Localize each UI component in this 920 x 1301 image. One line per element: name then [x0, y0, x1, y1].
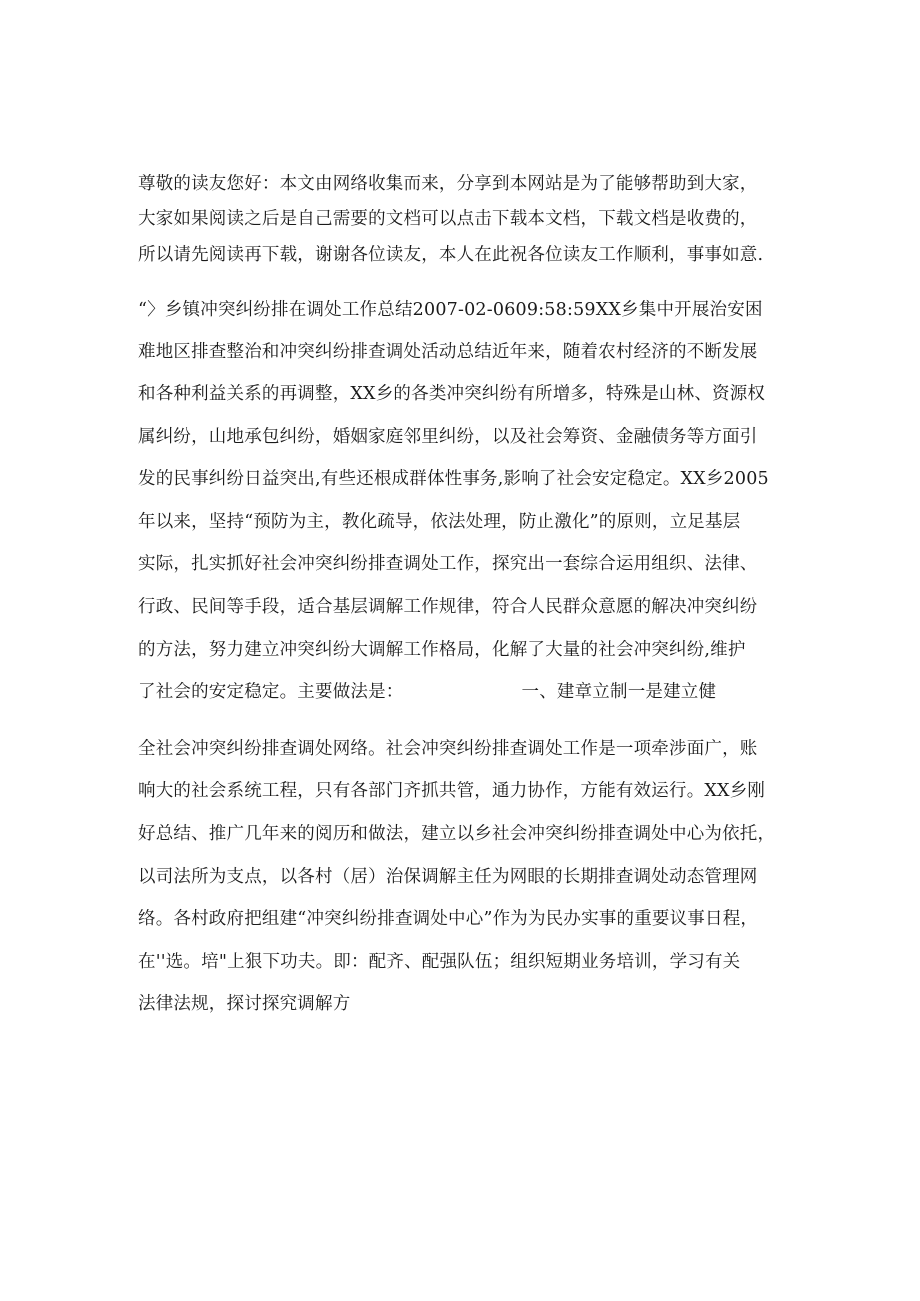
- intro-line-3: 所以请先阅读再下载，谢谢各位读友，本人在此祝各位读友工作顺利，事事如意.: [138, 245, 764, 265]
- body-line-4: 属纠纷，山地承包纠纷，婚姻家庭邻里纠纷，以及社会筹资、金融债务等方面引: [138, 427, 758, 447]
- intro-line-1: 尊敬的读友您好：本文由网络收集而来，分享到本网站是为了能够帮助到大家，: [138, 174, 758, 194]
- body2-line-4: 以司法所为支点，以各村（居）治保调解主任为网眼的长期排查调处动态管理网: [138, 867, 758, 887]
- intro-line-2: 大家如果阅读之后是自己需要的文档可以点击下载本文档，下载文档是收费的，: [138, 209, 758, 229]
- body-line-10-right: 一、建章立制一是建立健: [521, 682, 717, 702]
- body-line-10: [138, 680, 798, 704]
- body-line-9: 的方法，努力建立冲突纠纷大调解工作格局，化解了大量的社会冲突纠纷,维护: [138, 640, 746, 660]
- body-line-2: 难地区排查整治和冲突纠纷排查调处活动总结近年来，随着农村经济的不断发展: [138, 342, 758, 362]
- body-line-5: 发的民事纠纷日益突出,有些还根成群体性事务,影响了社会安定稳定。XX乡2005: [138, 469, 769, 489]
- body2-line-6: 在''选。培"上狠下功夫。即：配齐、配强队伍；组织短期业务培训，学习有关: [138, 952, 741, 972]
- body-line-10-left: 了社会的安定稳定。主要做法是：: [138, 682, 404, 702]
- body-line-3: 和各种利益关系的再调整，XX乡的各类冲突纠纷有所增多，特殊是山林、资源权: [138, 384, 766, 404]
- body-line-8: 行政、民间等手段，适合基层调解工作规律，符合人民群众意愿的解决冲突纠纷: [138, 597, 758, 617]
- body-line-1: “〉乡镇冲突纠纷排在调处工作总结2007-02-0609:58:59XX乡集中开展治安困: [138, 300, 763, 320]
- body2-line-2: 响大的社会系统工程，只有各部门齐抓共管，通力协作，方能有效运行。XX乡刚: [138, 781, 766, 801]
- body2-line-1: 全社会冲突纠纷排查调处网络。社会冲突纠纷排查调处工作是一项牵涉面广，账: [138, 739, 758, 759]
- body2-line-5: 络。各村政府把组建“冲突纠纷排查调处中心”作为为民办实事的重要议事日程，: [138, 909, 759, 929]
- body-line-6: 年以来，坚持“预防为主，教化疏导，依法处理，防止激化”的原则，立足基层: [138, 512, 741, 532]
- body-line-7: 实际，扎实抓好社会冲突纠纷排查调处工作，探究出一套综合运用组织、法律、: [138, 554, 758, 574]
- body2-line-3: 好总结、推广几年来的阅历和做法，建立以乡社会冲突纠纷排查调处中心为依托，: [138, 824, 776, 844]
- body2-line-7: 法律法规，探讨探究调解方: [138, 994, 351, 1014]
